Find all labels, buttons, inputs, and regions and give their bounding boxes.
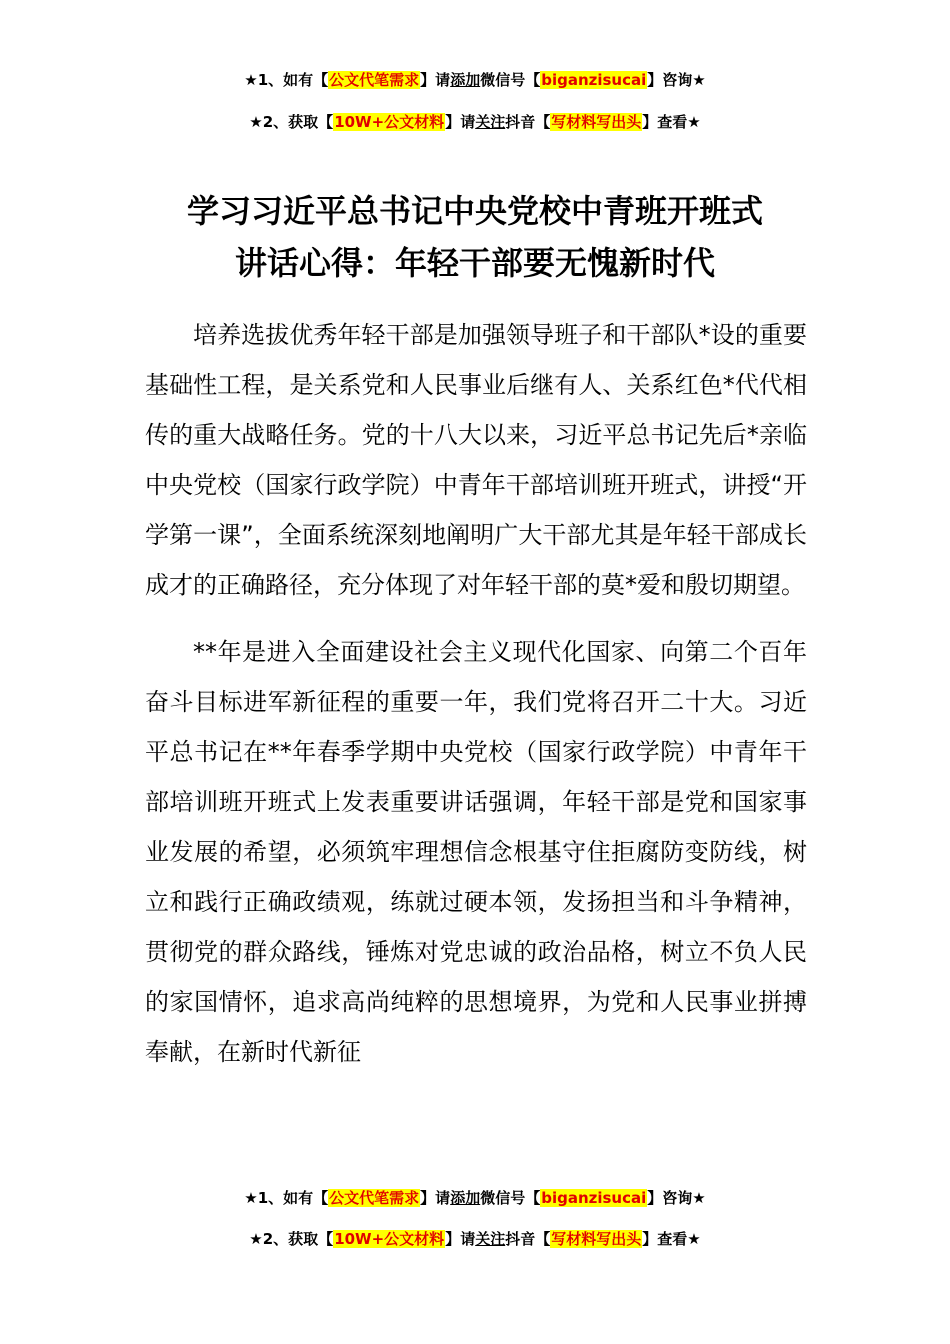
bottom-notice-2: ★2、获取【10W+公文材料】请关注抖音【写材料写出头】查看★ <box>249 1230 701 1248</box>
top-notice-2: ★2、获取【10W+公文材料】请关注抖音【写材料写出头】查看★ <box>249 113 701 131</box>
paragraph: 培养选拔优秀年轻干部是加强领导班子和干部队*设的重要基础性工程，是关系党和人民事业后继有人、关系红色*代代相传的重大战略任务。党的十八大以来，习近平总书记先后*亲临中央党校（国家行政学院）中青年干部培训班开班式，讲授“开学第一课”，全面系统深刻地阐明广大干部尤其是年轻干部成长成才的正确路径，充分体现了对年轻干部的莫*爱和殷切期望。 <box>145 321 807 599</box>
page-title <box>0 185 950 289</box>
bottom-notice-1: ★1、如有【公文代笔需求】请添加微信号【biganzisucai】咨询★ <box>244 1189 706 1207</box>
title-line-2: 讲话心得：年轻干部要无愧新时代 <box>234 244 715 282</box>
highlight-douyin: 写材料写出头 <box>551 113 642 131</box>
top-notice-1: ★1、如有【公文代笔需求】请添加微信号【biganzisucai】咨询★ <box>244 71 706 89</box>
highlight-wechat-id: biganzisucai <box>541 71 647 89</box>
title-line-1: 学习习近平总书记中央党校中青班开班式 <box>186 192 763 230</box>
article-body <box>145 310 807 1094</box>
highlight-materials: 10W+公文材料 <box>334 113 445 131</box>
paragraph: **年是进入全面建设社会主义现代化国家、向第二个百年奋斗目标进军新征程的重要一年，我们党将召开二十大。习近平总书记在**年春季学期中央党校（国家行政学院）中青年干部培训班开班式上发表重要讲话强调，年轻干部是党和国家事业发展的希望，必须筑牢理想信念根基守住拒腐防变防线，树立和践行正确政绩观，练就过硬本领，发扬担当和斗争精神，贯彻党的群众路线，锤炼对党忠诚的政治品格，树立不负人民的家国情怀，追求高尚纯粹的思想境界，为党和人民事业拼搏奉献，在新时代新征 <box>145 638 807 1066</box>
highlight-service: 公文代笔需求 <box>329 71 420 89</box>
